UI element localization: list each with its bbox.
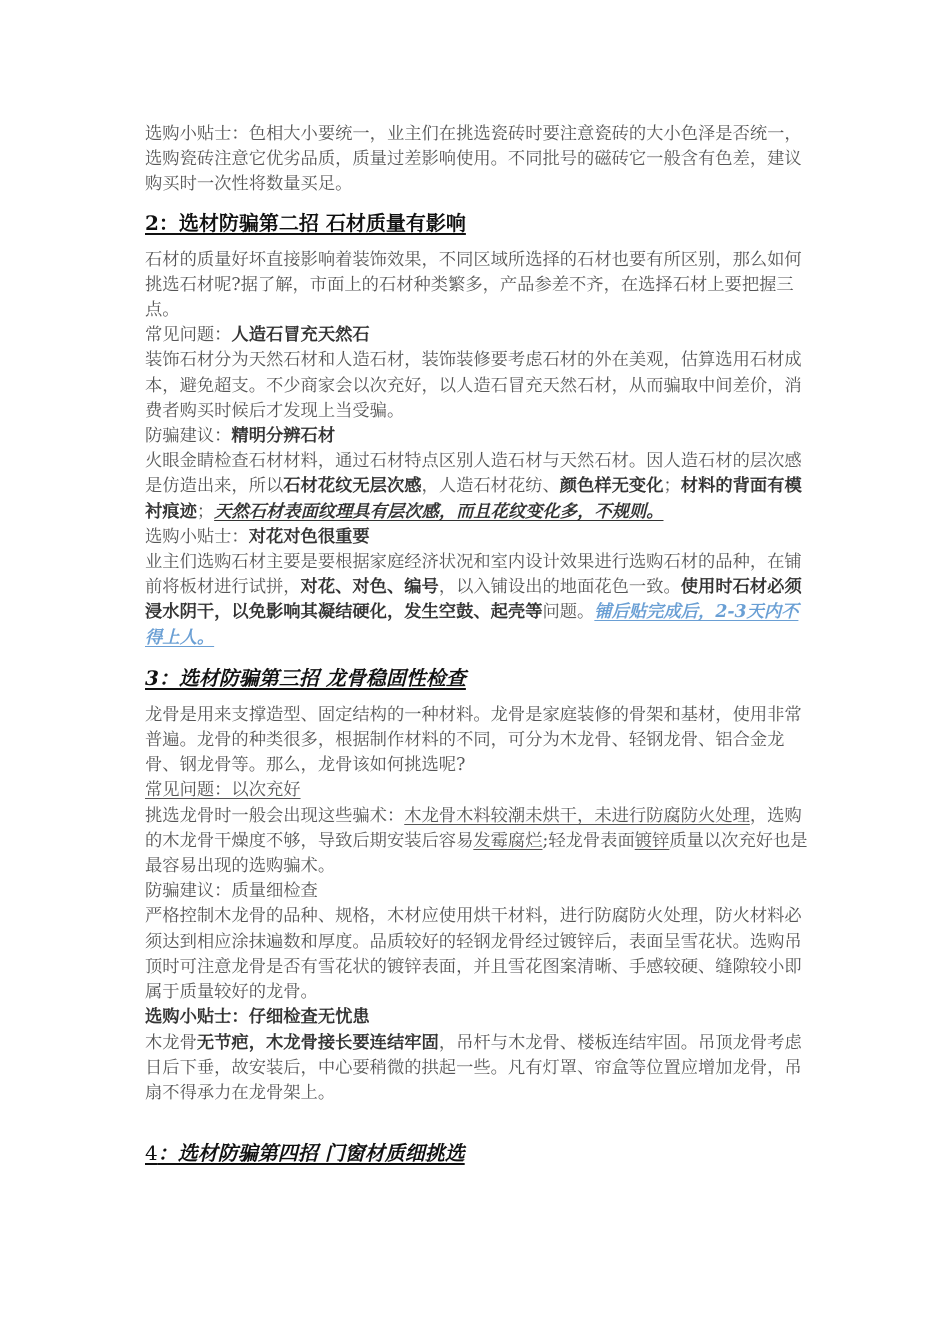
stone-advice-text-4: ； — [196, 501, 215, 522]
keel-problem-text-3: ;轻龙骨表面 — [542, 830, 635, 851]
keel-tip-text-2: ，吊杆与木龙骨、楼板连结牢固。吊顶龙骨考虑日后下垂，故安装后，中心要稍微的拱起一些。凡有灯罩、帘盒等位置应增加龙骨，吊扇不得承力在龙骨架上。 — [145, 1032, 802, 1103]
keel-tip-title: 选购小贴士：仔细检查无忧患 — [145, 1007, 370, 1028]
section-4-heading — [145, 1138, 810, 1168]
stone-advice-text-2: ，人造石材花纺、 — [421, 476, 560, 497]
keel-tip-bold-1: 无节疤，木龙骨接长要连结牢固 — [196, 1032, 439, 1053]
keel-intro-paragraph: 龙骨是用来支撑造型、固定结构的一种材料。龙骨是家庭装修的骨架和基材，使用非常普遍。龙骨的种类很多，根据制作材料的不同，可分为木龙骨、轻钢龙骨、铝合金龙骨、钢龙骨等。那么，龙骨该如何挑选呢? — [145, 704, 802, 776]
keel-problem-underline-1: 木龙骨木料较潮未烘干，未进行防腐防火处理 — [404, 805, 750, 826]
stone-advice-bold-1: 石材花纹无层次感 — [283, 476, 422, 497]
tile-tip-paragraph: 选购小贴士：色相大小要统一，业主们在挑选瓷砖时要注意瓷砖的大小色泽是否统一，选购瓷砖注意它优劣品质，质量过差影响使用。不同批号的磁砖它一般含有色差，建议购买时一次性将数量买足。 — [145, 124, 802, 195]
stone-problem-title: 人造石冒充天然石 — [231, 325, 370, 346]
stone-tip-blue-note: 铺后贴完成后，2-3天内不得上人。 — [145, 602, 799, 648]
stone-advice-bold-3: 材料的背面有模衬痕迹 — [145, 476, 802, 522]
keel-tip-paragraph — [145, 1031, 810, 1107]
keel-problem-paragraph — [145, 804, 810, 880]
keel-problem-text-2: ，选购的木龙骨干燥度不够，导致后期安装后容易 — [145, 805, 802, 851]
keel-advice-line: 防骗建议：质量细检查 — [145, 881, 318, 902]
stone-tip-title: 对花对色很重要 — [248, 526, 370, 547]
document-content — [145, 122, 810, 1178]
stone-problem-paragraph: 装饰石材分为天然石材和人造石材，装饰装修要考虑石材的外在美观，估算选用石材成本，避免超支。不少商家会以次充好，以人造石冒充天然石材，从而骗取中间差价，消费者购买时候后才发现上当受骗。 — [145, 350, 802, 421]
stone-tip-text-3: 问题。 — [542, 602, 595, 623]
stone-problem-line — [145, 323, 810, 348]
stone-intro-paragraph: 石材的质量好坏直接影响着装饰效果，不同区域所选择的石材也要有所区别，那么如何挑选石材呢?据了解，市面上的石材种类繁多，产品参差不齐，在选择石材上要把握三点。 — [145, 249, 802, 321]
section-4-number: 4 — [145, 1141, 158, 1166]
keel-problem-underline-3: 镀锌 — [634, 830, 670, 851]
stone-tip-text-2: ，以入铺设出的地面花色一致。 — [438, 577, 681, 598]
stone-tip-paragraph — [145, 550, 810, 651]
stone-advice-emphasis: 天然石材表面纹理具有层次感，而且花纹变化多，不规则。 — [214, 501, 664, 522]
keel-tip-line — [145, 1005, 810, 1030]
stone-advice-text-1: 火眼金睛检查石材材料，通过石材特点区别人造石材与天然石材。因人造石材的层次感是仿造出来，所以 — [145, 451, 802, 497]
stone-advice-bold-2: 颜色样无变化 — [559, 476, 664, 497]
keel-problem-text-1: 挑选龙骨时一般会出现这些骗术： — [145, 805, 405, 826]
stone-tip-line — [145, 525, 810, 550]
stone-advice-line — [145, 424, 810, 449]
keel-problem-text-4: 质量以次充好也是最容易出现的选购骗术。 — [145, 830, 808, 877]
section-4-title: ：选材防骗第四招 门窗材质细挑选 — [157, 1141, 465, 1166]
stone-tip-label: 选购小贴士： — [145, 526, 249, 547]
keel-problem-line: 常见问题：以次充好 — [145, 780, 301, 801]
stone-advice-title: 精明分辨石材 — [231, 426, 336, 447]
stone-problem-label: 常见问题： — [145, 325, 232, 346]
keel-advice-paragraph: 严格控制木龙骨的品种、规格，木材应使用烘干材料，进行防腐防火处理，防火材料必须达到相应涂抹遍数和厚度。品质较好的轻钢龙骨经过镀锌后，表面呈雪花状。选购吊顶时可注意龙骨是否有雪花状的镀锌表面，并且雪花图案清晰、手感较硬、缝隙较小即属于质量较好的龙骨。 — [145, 906, 802, 1003]
stone-advice-paragraph — [145, 449, 810, 525]
stone-tip-bold-1: 对花、对色、编号 — [300, 577, 439, 598]
stone-tip-bold-2: 使用时石材必须浸水阴干，以免影响其凝结硬化，发生空鼓、起壳等 — [145, 577, 802, 623]
stone-advice-text-3: ； — [663, 476, 681, 497]
section-3-heading: 3：选材防骗第三招 龙骨稳固性检查 — [145, 665, 466, 690]
stone-advice-label: 防骗建议： — [145, 426, 232, 447]
section-2-heading: 2：选材防骗第二招 石材质量有影响 — [145, 210, 466, 235]
keel-problem-underline-2: 发霉腐烂 — [473, 830, 543, 851]
keel-tip-text-1: 木龙骨 — [145, 1032, 197, 1053]
stone-tip-text-1: 业主们选购石材主要是要根据家庭经济状况和室内设计效果进行选购石材的品种，在铺前将板材进行试拼， — [145, 552, 802, 598]
